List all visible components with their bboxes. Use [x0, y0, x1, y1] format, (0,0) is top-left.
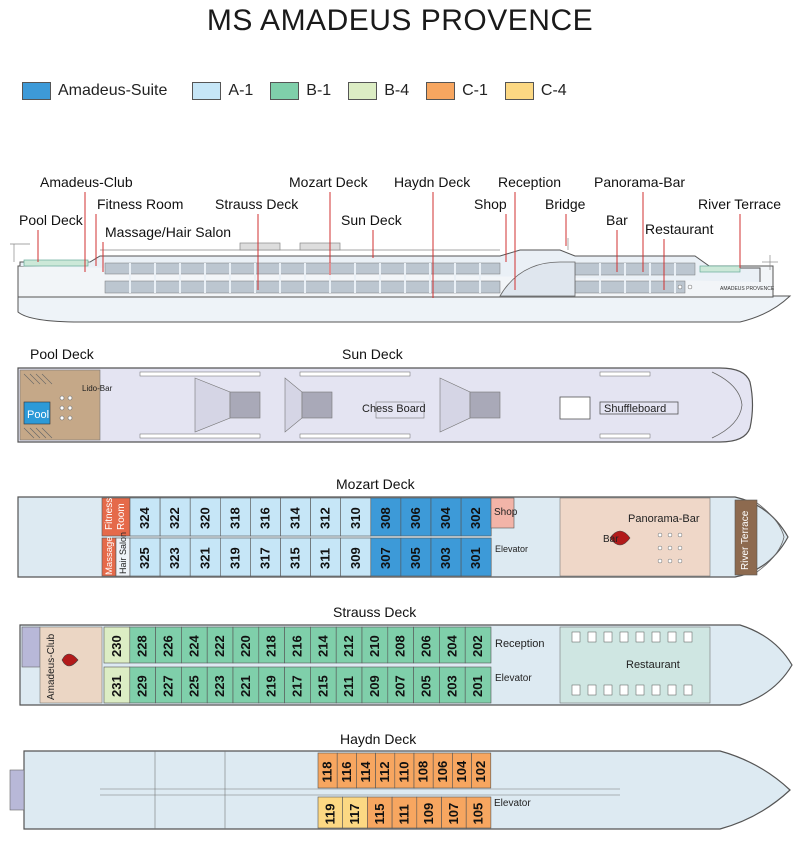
cabin-number: 102 [473, 760, 489, 783]
cabin-number: 322 [167, 507, 183, 529]
cabin-number: 214 [315, 635, 331, 657]
cabin-number: 114 [358, 761, 373, 783]
cabin-number: 301 [468, 547, 484, 569]
bar-label: Bar [603, 534, 619, 545]
cabin-number: 229 [134, 675, 150, 697]
cabin-number: 206 [418, 635, 434, 657]
amadeus-club-label: Amadeus-Club [46, 633, 57, 700]
legend-label: B-1 [306, 82, 332, 99]
deck-title-strauss-deck: Strauss Deck [333, 604, 417, 620]
cabin-number: 230 [108, 635, 124, 657]
cabin-number: 109 [421, 802, 437, 825]
shuffleboard-label: Shuffleboard [604, 403, 667, 415]
cabin-number: 207 [392, 675, 408, 697]
cabin-number: 116 [338, 761, 354, 783]
cabin-number: 323 [167, 547, 183, 569]
profile-label-reception: Reception [498, 174, 562, 190]
restaurant-label: Restaurant [626, 659, 680, 671]
cabin-number: 215 [315, 675, 331, 697]
page-title: MS AMADEUS PROVENCE [206, 4, 594, 37]
panorama-bar-area [560, 498, 710, 576]
cabin-number: 110 [396, 761, 412, 783]
cabin-number: 231 [108, 675, 124, 697]
cabin-number: 223 [212, 675, 228, 697]
cabin-number: 304 [438, 507, 454, 529]
cabin-number: 204 [444, 635, 460, 657]
cabin-number: 303 [438, 547, 454, 569]
cabin-number: 112 [377, 761, 393, 783]
fitness-room-label-2: Room [116, 503, 127, 530]
ship-profile [10, 192, 790, 322]
panorama-bar-label: Panorama-Bar [628, 513, 700, 525]
profile-label-panorama-bar: Panorama-Bar [594, 174, 686, 190]
cabin-number: 220 [237, 635, 253, 657]
profile-label-mozart-deck: Mozart Deck [289, 174, 368, 190]
elevator-label: Elevator [495, 544, 529, 554]
cabin-number: 305 [407, 547, 423, 569]
cabin-number: 324 [137, 507, 153, 529]
cabin-number: 224 [186, 635, 202, 657]
cabin-number: 311 [317, 548, 333, 569]
cabin-number: 208 [392, 635, 408, 657]
cabin-number: 315 [287, 547, 303, 569]
lido-bar-label: Lido-Bar [82, 384, 113, 393]
cabin-number: 306 [407, 507, 423, 529]
cabin-number: 201 [470, 675, 486, 697]
cabin-number: 211 [341, 676, 357, 697]
legend-label: C-4 [540, 82, 567, 99]
cabin-number: 325 [137, 547, 153, 569]
deck-title-mozart-deck: Mozart Deck [336, 476, 415, 492]
cabin-number: 105 [470, 802, 486, 825]
sun-deck-plan [18, 368, 753, 442]
cabin-number: 227 [160, 675, 176, 697]
cabin-number: 312 [317, 507, 333, 529]
strauss-deck-plan [20, 625, 792, 705]
deck-title-haydn-deck: Haydn Deck [340, 731, 417, 747]
legend-label: C-1 [462, 82, 488, 99]
profile-label-shop: Shop [474, 196, 507, 212]
cabin-number: 107 [445, 802, 461, 825]
legend-label: Amadeus-Suite [58, 82, 168, 99]
deck-title-sun-deck: Sun Deck [342, 346, 403, 362]
massage-label: Massage [104, 536, 115, 575]
profile-label-pool-deck: Pool Deck [19, 212, 83, 228]
cabin-number: 216 [289, 635, 305, 657]
haydn-deck-plan [10, 751, 790, 829]
cabin-number: 310 [347, 507, 363, 529]
cabin-number: 321 [197, 547, 213, 569]
hair-salon-label: Hair Salon [118, 531, 128, 574]
cabin-number: 212 [341, 635, 357, 657]
strauss-elevator-label: Elevator [495, 673, 532, 684]
profile-label-river-terrace: River Terrace [698, 196, 781, 212]
cabin-number: 108 [415, 760, 431, 783]
profile-label-amadeus-club: Amadeus-Club [40, 174, 133, 190]
cabin-number: 318 [227, 507, 243, 529]
cabin-number: 226 [160, 635, 176, 657]
haydn-elevator-label: Elevator [494, 798, 531, 809]
cabin-number: 119 [322, 803, 338, 825]
shop-label: Shop [494, 507, 518, 518]
cabin-number: 117 [347, 803, 363, 825]
mozart-deck-plan [18, 497, 788, 577]
cabin-number: 209 [366, 675, 382, 697]
deck-label-pool-deck: Pool Deck [30, 346, 94, 362]
profile-ship-name: AMADEUS PROVENCE [720, 286, 775, 292]
cabin-number: 118 [319, 761, 335, 783]
cabin-number: 307 [377, 547, 393, 569]
profile-label-strauss-deck: Strauss Deck [215, 196, 299, 212]
cabin-number: 319 [227, 547, 243, 569]
cabin-number: 302 [468, 507, 484, 529]
profile-label-restaurant: Restaurant [645, 221, 714, 237]
cabin-number: 210 [366, 635, 382, 657]
profile-label-massage-hair-salon: Massage/Hair Salon [105, 224, 232, 240]
legend-label: A-1 [228, 82, 254, 99]
cabin-number: 225 [186, 675, 202, 697]
cabin-number: 115 [371, 803, 387, 825]
cabin-number: 309 [347, 547, 363, 569]
cabin-number: 228 [134, 635, 150, 657]
profile-label-bridge: Bridge [545, 196, 586, 212]
cabin-number: 320 [197, 507, 213, 529]
cabin-number: 218 [263, 635, 279, 657]
profile-label-haydn-deck: Haydn Deck [394, 174, 471, 190]
cabin-number: 202 [470, 635, 486, 657]
cabin-number: 217 [289, 675, 305, 697]
profile-label-bar: Bar [606, 212, 628, 228]
cabin-number: 106 [434, 760, 450, 783]
profile-label-fitness-room: Fitness Room [97, 196, 184, 212]
cabin-number: 316 [257, 507, 273, 529]
cabin-number: 317 [257, 547, 273, 569]
cabin-number: 203 [444, 675, 460, 697]
cabin-number: 222 [212, 635, 228, 657]
fitness-room-label-1: Fitness [104, 497, 115, 530]
pool-label: Pool [27, 409, 50, 421]
cabin-number: 221 [237, 675, 253, 697]
profile-label-sun-deck: Sun Deck [341, 212, 402, 228]
cabin-number: 308 [377, 507, 393, 529]
cabin-number: 314 [287, 507, 303, 529]
cabin-number: 104 [454, 760, 469, 783]
reception-label: Reception [495, 638, 545, 650]
cabin-number: 111 [396, 804, 412, 825]
cabin-number: 219 [263, 675, 279, 697]
chess-board-label: Chess Board [362, 403, 426, 415]
cabin-number: 205 [418, 675, 434, 697]
river-terrace-label: River Terrace [740, 510, 751, 570]
legend-label: B-4 [384, 82, 410, 99]
